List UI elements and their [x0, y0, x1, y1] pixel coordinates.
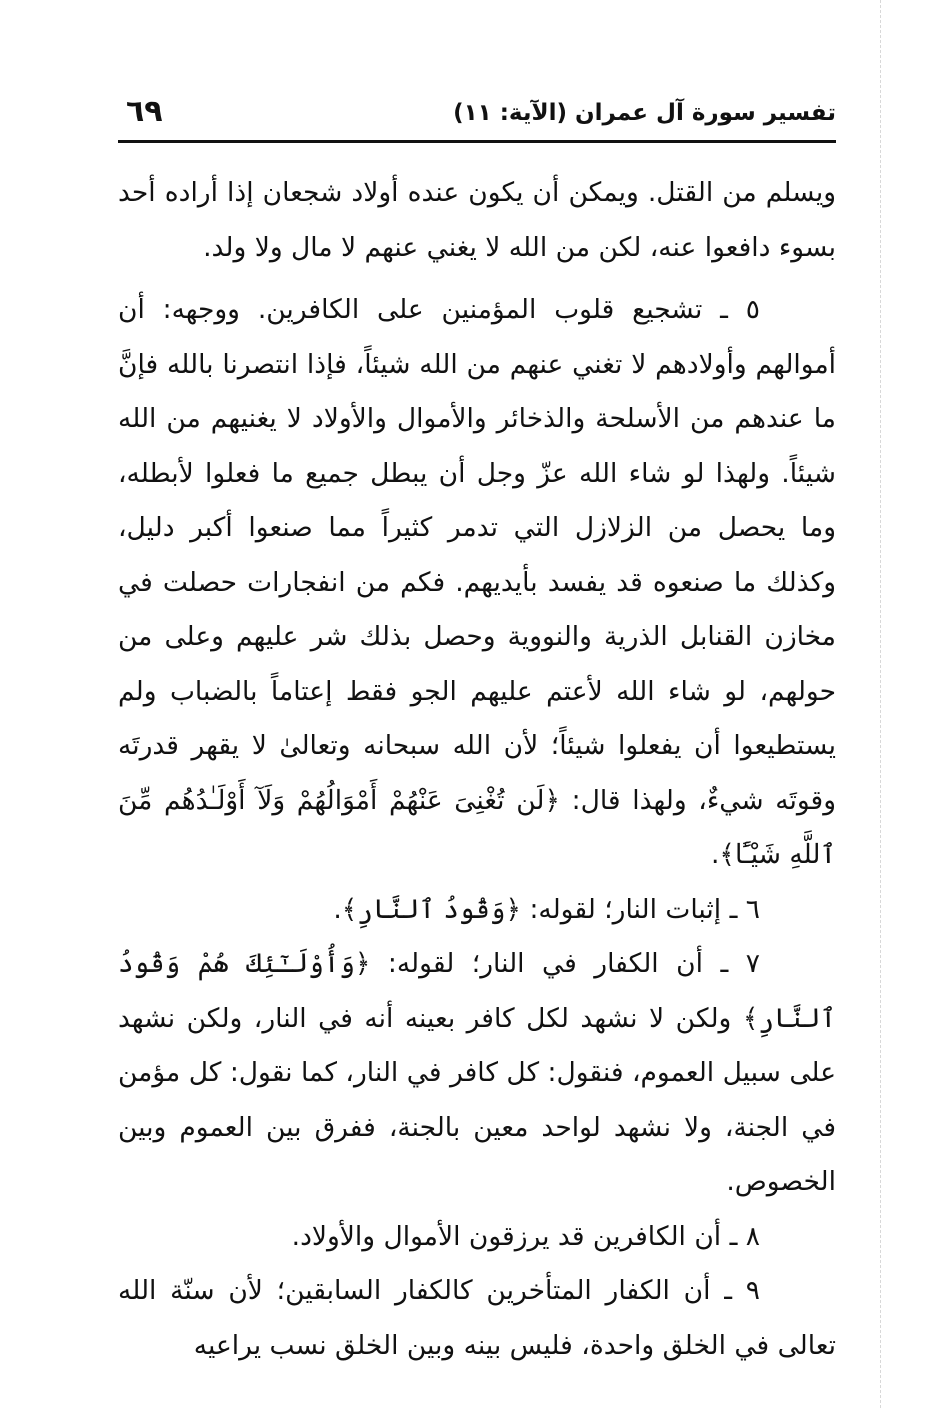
- page-number: ٦٩: [126, 94, 163, 129]
- paragraph-text: ٧ ـ أن الكفار في النار؛ لقوله:: [387, 948, 760, 979]
- paragraph-end: .: [710, 839, 720, 870]
- paragraph-end: ولكن لا نشهد لكل كافر بعينه أنه في النار، ولكن نشهد على سبيل العموم، فنقول: كل كافر في النار، كما نقول: كل مؤمن في الجنة، ولا نشهد لواحد معين بالجنة، ففرق بين العموم وبين الخصوص.: [118, 1002, 836, 1197]
- paragraph-continuation: [118, 166, 836, 275]
- quran-verse: ﴿وَقُودُ ٱلنَّارِ﴾: [341, 893, 521, 925]
- paragraph-point-8: [118, 1210, 836, 1265]
- paragraph-text: ٩ ـ أن الكفار المتأخرين كالكفار السابقين؛ لأن سنّة الله تعالى في الخلق واحدة، فليس بينه وبين الخلق نسب يراعيه: [118, 1275, 836, 1361]
- paragraph-point-7: [118, 937, 836, 1210]
- quran-verse: ﴿لَن تُغْنِىَ عَنْهُمْ أَمْوَالُهُمْ وَلَآ أَوْلَـٰدُهُم مِّنَ ٱللَّهِ شَيْـًٔا﴾: [118, 784, 836, 870]
- paragraph-point-9: [118, 1264, 836, 1373]
- paragraph-end: .: [333, 893, 342, 925]
- page-header: [118, 92, 836, 140]
- page-body: [118, 166, 836, 1373]
- page-fold-line: [880, 0, 881, 1408]
- header-rule: [118, 140, 836, 143]
- paragraph-point-6: [118, 883, 836, 938]
- paragraph-text: ٥ ـ تشجيع قلوب المؤمنين على الكافرين. ووجهه: أن أموالهم وأولادهم لا تغني عنهم من الله شيئاً، فإذا انتصرنا بالله فإنَّ ما عندهم من الأسلحة والذخائر والأموال والأولاد لا يغنيهم من الله شيئاً. ولهذا لو شاء الله عزّ وجل أن يبطل جميع ما فعلوا لأبطله، وما يحصل من الزلازل التي تدمر كثيراً مما صنعوا أكبر دليل، وكذلك ما صنعوه قد يفسد بأيديهم. فكم من انفجارات حصلت في مخازن القنابل الذرية والنووية وحصل بذلك شر عليهم وعلى من حولهم، لو شاء الله لأعتم عليهم الجو فقط إعتاماً بالضباب ولم يستطيعوا أن يفعلوا شيئاً؛ لأن الله سبحانه وتعالىٰ لا يقهر قدرتَه وقوتَه شيءٌ، ولهذا قال:: [118, 294, 836, 816]
- paragraph-text: ويسلم من القتل. ويمكن أن يكون عنده أولاد شجعان إذا أراده أحد بسوء دافعوا عنه، لكن من الله لا يغني عنهم لا مال ولا ولد.: [118, 177, 836, 263]
- running-title: تفسير سورة آل عمران (الآية: ١١): [453, 100, 836, 126]
- quran-verse: ﴿وَأُوْلَـٰٓئِكَ هُمْ وَقُودُ ٱلنَّارِ﴾: [118, 948, 836, 1034]
- paragraph-point-5: [118, 283, 836, 883]
- paragraph-text: ٦ ـ إثبات النار؛ لقوله:: [529, 893, 760, 925]
- paragraph-text: ٨ ـ أن الكافرين قد يرزقون الأموال والأولاد.: [291, 1220, 760, 1252]
